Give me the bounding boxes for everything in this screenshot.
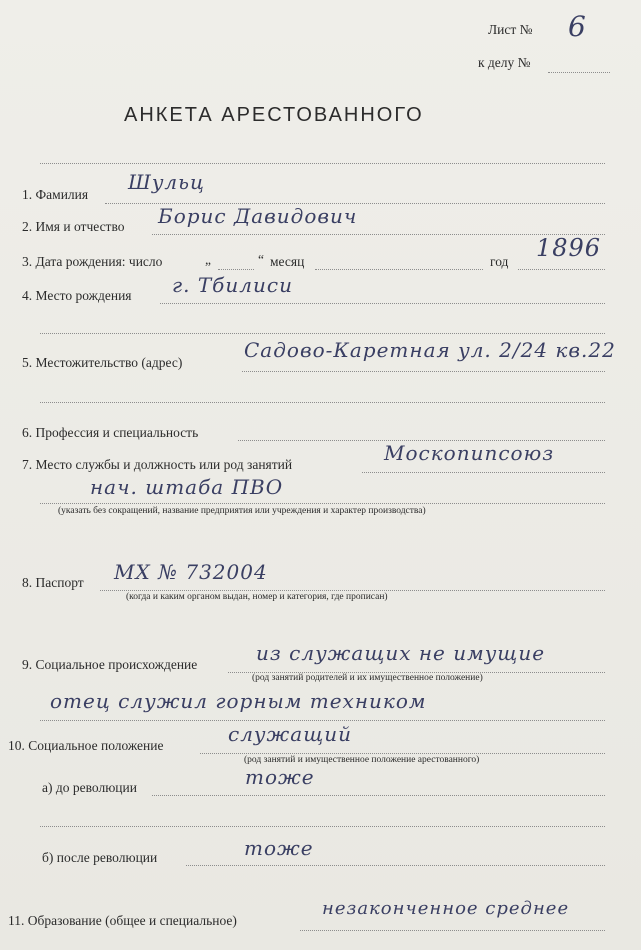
field-postrev-value: тоже — [244, 836, 314, 860]
field-year-label: год — [490, 254, 509, 269]
sheet-label: Лист № — [488, 22, 533, 37]
field-workplace-label: 7. Место службы и должность или род занятий — [22, 457, 293, 472]
field-birthplace-label: 4. Место рождения — [22, 288, 132, 303]
field-workplace-value-2: нач. штаба ПВО — [90, 475, 284, 499]
field-status-label: 10. Социальное положение — [8, 738, 164, 753]
field-passport-value: МХ № 732004 — [114, 560, 268, 584]
field-profession-label: 6. Профессия и специальность — [22, 425, 199, 440]
field-month-label: месяц — [270, 254, 305, 269]
field-surname-label: 1. Фамилия — [22, 187, 89, 202]
field-status-hint: (род занятий и имущественное положение арестованного) — [244, 755, 480, 765]
field-name-label: 2. Имя и отчество — [22, 219, 125, 234]
quote-close: “ — [258, 252, 264, 267]
field-passport-hint: (когда и каким органом выдан, номер и категория, где прописан) — [126, 592, 388, 602]
field-workplace-value: Москопипсоюз — [384, 441, 555, 465]
page-title: АНКЕТА АРЕСТОВАННОГО — [124, 104, 424, 126]
field-education-label: 11. Образование (общее и специальное) — [8, 913, 237, 928]
field-passport-label: 8. Паспорт — [22, 575, 84, 590]
field-surname-value: Шульц — [128, 170, 206, 194]
field-birthdate-label: 3. Дата рождения: число — [22, 254, 163, 269]
field-address-label: 5. Местожительство (адрес) — [22, 355, 183, 370]
field-origin-label: 9. Социальное происхождение — [22, 657, 198, 672]
field-postrev-label: б) после революции — [42, 850, 158, 865]
case-label: к делу № — [478, 55, 531, 70]
field-origin-value-2: отец служил горным техником — [50, 689, 427, 713]
field-prerev-value: тоже — [245, 765, 315, 789]
field-address-value: Садово-Каретная ул. 2/24 кв.22 — [244, 338, 616, 362]
field-prerev-label: а) до революции — [42, 780, 137, 795]
field-origin-hint: (род занятий родителей и их имущественное положение) — [252, 673, 483, 683]
field-education-value: незаконченное среднее — [322, 898, 570, 919]
field-workplace-hint: (указать без сокращений, название предприятия или учреждения и характер производства) — [58, 506, 426, 516]
field-year-value: 1896 — [536, 234, 602, 262]
quote-open: „ — [205, 252, 211, 267]
field-origin-value: из служащих не имущие — [256, 641, 546, 665]
field-birthplace-value: г. Тбилиси — [172, 273, 293, 297]
field-status-value: служащий — [228, 722, 352, 746]
sheet-number: 6 — [568, 10, 587, 43]
field-name-value: Борис Давидович — [158, 204, 358, 228]
